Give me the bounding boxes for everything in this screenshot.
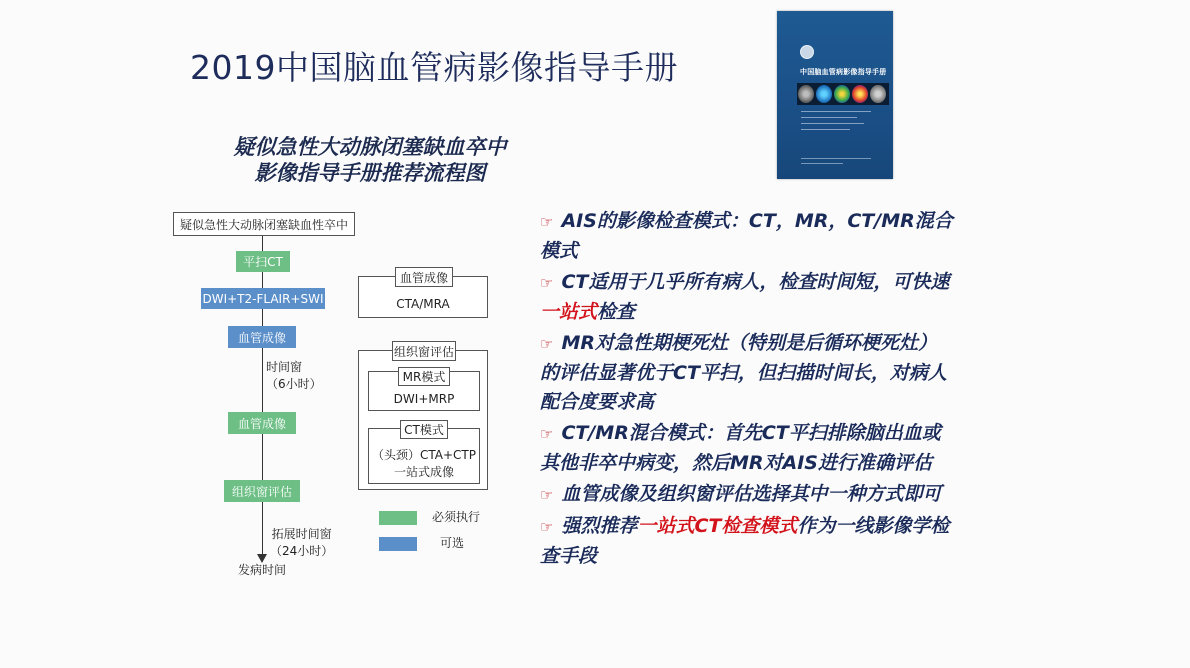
- extended-window-label: [270, 526, 333, 560]
- bullet-text: CT/MR混合模式：首先CT平扫排除脑出血或: [561, 422, 941, 444]
- book-publisher-lines: [801, 158, 871, 168]
- step-tissue-window: 组织窗评估: [224, 480, 300, 502]
- tissue-panel-title: 组织窗评估: [392, 341, 456, 361]
- bullet-item: [540, 329, 1010, 417]
- bullet-text-highlight: 一站式: [540, 301, 598, 323]
- ct-mode-body-line2: 一站式成像: [393, 465, 454, 479]
- pointing-hand-icon: ☞: [540, 213, 554, 231]
- pointing-hand-icon: ☞: [540, 486, 554, 504]
- brain-scan-icon: [816, 85, 832, 103]
- bullet-item: [540, 419, 1010, 478]
- flowchart-heading-line2: 影像指导手册推荐流程图: [254, 161, 486, 185]
- ct-mode-body-line1: （头颈）CTA+CTP: [372, 448, 476, 462]
- vascular-panel-body: CTA/MRA: [396, 297, 450, 311]
- brain-scan-icon: [870, 85, 886, 103]
- bullet-text: 检查: [597, 301, 636, 323]
- bullet-item: [540, 207, 1010, 266]
- book-author-lines: [801, 111, 871, 135]
- bullet-text: 查手段: [540, 545, 598, 567]
- legend-swatch-optional: [379, 537, 417, 551]
- brain-scan-icon: [834, 85, 850, 103]
- bullet-text: 的评估显著优于CT平扫，但扫描时间长，对病人: [540, 362, 947, 384]
- ct-mode-title: CT模式: [400, 420, 448, 439]
- bullet-text-highlight: 一站式CT检查模式: [637, 515, 798, 537]
- bullet-item: [540, 512, 1010, 571]
- step-dwi-flair-swi: DWI+T2-FLAIR+SWI: [201, 288, 325, 309]
- vascular-panel-title: 血管成像: [395, 267, 453, 287]
- legend-label-optional: 可选: [440, 536, 465, 550]
- legend-swatch-required: [379, 511, 417, 525]
- bullet-text: CT适用于几乎所有病人，检查时间短，可快速: [561, 271, 950, 293]
- bullet-text: 配合度要求高: [540, 391, 655, 413]
- brain-scan-strip: [797, 83, 889, 105]
- mr-mode-body: DWI+MRP: [393, 392, 455, 406]
- extended-window-label-line2: （24小时）: [270, 544, 334, 558]
- step-vascular-imaging-required: 血管成像: [228, 412, 296, 434]
- bullet-item: [540, 268, 1010, 327]
- bullet-text: 作为一线影像学检: [797, 515, 950, 537]
- bullet-text: AIS的影像检查模式：CT，MR，CT/MR混合: [561, 210, 953, 232]
- flowchart-heading-line1: 疑似急性大动脉闭塞缺血卒中: [233, 135, 507, 159]
- page-title: 2019中国脑血管病影像指导手册: [190, 48, 678, 87]
- bullet-text: 其他非卒中病变，然后MR对AIS进行准确评估: [540, 452, 932, 474]
- flowchart-heading: [190, 134, 550, 186]
- ct-mode-body: [368, 447, 480, 481]
- bullet-text: MR对急性期梗死灶（特别是后循环梗死灶）: [561, 332, 937, 354]
- book-title: 中国脑血管病影像指导手册: [800, 68, 887, 76]
- time-window-label-line1: 时间窗: [266, 360, 303, 374]
- pointing-hand-icon: ☞: [540, 425, 554, 443]
- bullet-item: [540, 480, 1010, 510]
- step-vascular-imaging-optional: 血管成像: [228, 326, 296, 348]
- time-window-label: [266, 359, 322, 393]
- brain-scan-icon: [852, 85, 868, 103]
- book-cover-image: [777, 11, 893, 179]
- bullet-text: 模式: [540, 240, 579, 262]
- time-window-label-line2: （6小时）: [266, 377, 322, 391]
- extended-window-label-line1: 拓展时间窗: [271, 527, 332, 541]
- book-logo-icon: [800, 45, 814, 59]
- flowchart-start-box: 疑似急性大动脉闭塞缺血性卒中: [173, 212, 355, 236]
- bullet-list: [540, 207, 1010, 573]
- bullet-text: 血管成像及组织窗评估选择其中一种方式即可: [561, 483, 942, 505]
- pointing-hand-icon: ☞: [540, 335, 554, 353]
- timeline-axis: [262, 236, 263, 556]
- onset-time-label: 发病时间: [238, 563, 287, 577]
- legend-label-required: 必须执行: [432, 510, 481, 524]
- step-plain-ct: 平扫CT: [236, 251, 290, 272]
- bullet-text: 强烈推荐: [561, 515, 638, 537]
- mr-mode-title: MR模式: [398, 367, 450, 386]
- pointing-hand-icon: ☞: [540, 518, 554, 536]
- pointing-hand-icon: ☞: [540, 274, 554, 292]
- brain-scan-icon: [798, 85, 814, 103]
